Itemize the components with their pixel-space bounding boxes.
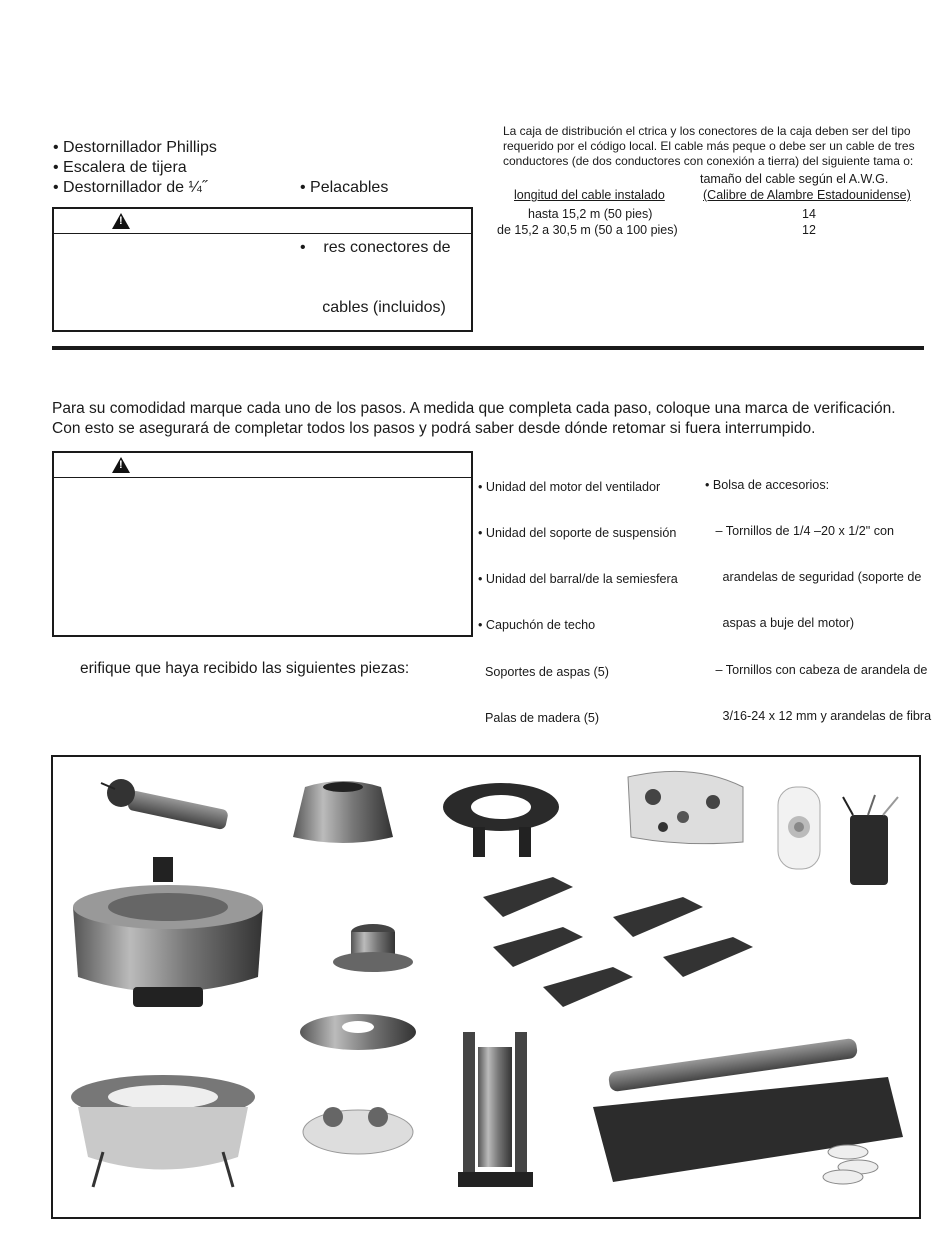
list-item: – Tornillos de 1/4 –20 x 1/2" con xyxy=(705,524,895,539)
list-item: – Tornillos con cabeza de arandela de xyxy=(705,662,928,677)
warning-triangle-icon xyxy=(112,457,130,473)
length-header: longitud del cable instalado xyxy=(514,188,665,202)
list-item: • Capuchón de techo xyxy=(478,618,596,633)
list-item: aspas a buje del motor) xyxy=(705,616,855,631)
tool-item: cables (incluidos) xyxy=(300,299,446,316)
intro-line: Con esto se asegurará de completar todos los pasos y podrá saber desde dónde retomar si fuera interrumpido. xyxy=(52,420,816,437)
list-item: • Unidad del barral/de la semiesfera xyxy=(478,572,678,587)
intro-paragraph xyxy=(52,399,896,439)
wiring-intro-line: La caja de distribución el ctrica y los conectores de la caja deben ser del tipo xyxy=(503,124,911,138)
wiring-intro xyxy=(503,124,915,169)
canopy-image xyxy=(293,781,393,843)
table-row-gauge: 12 xyxy=(802,223,816,237)
light-kit-image xyxy=(71,1075,255,1187)
receiver-image xyxy=(843,795,898,885)
warning-box-parts xyxy=(52,451,473,637)
gauge-header-line1: tamaño del cable según el A.W.G. xyxy=(700,172,889,186)
warning-header xyxy=(54,453,471,478)
blade-arms-image xyxy=(483,877,753,1007)
parts-photo xyxy=(51,755,921,1219)
intro-line: Para su comodidad marque cada uno de los pasos. A medida que completa cada paso, coloque una marca de verificación. xyxy=(52,400,896,417)
gauge-header-line2: (Calibre de Alambre Estadounidense) xyxy=(703,188,911,202)
list-item: Soportes de aspas (5) xyxy=(478,664,609,679)
tool-item: • Destornillador Phillips xyxy=(53,139,217,156)
light-switch-plate-image xyxy=(303,1107,413,1154)
table-row-length: de 15,2 a 30,5 m (50 a 100 pies) xyxy=(497,223,678,237)
section-divider xyxy=(52,346,924,350)
warning-triangle-icon xyxy=(112,213,130,229)
list-item: • Unidad del motor del ventilador xyxy=(478,479,661,494)
downrod-ball-image xyxy=(101,779,229,830)
table-row-gauge: 14 xyxy=(802,207,816,221)
tool-item: • Destornillador de ¼˝ xyxy=(53,179,208,196)
hanger-bracket-image xyxy=(443,783,559,857)
remote-control-image xyxy=(778,787,820,869)
candelabra-bulbs-image xyxy=(823,1145,878,1184)
list-item: • Unidad del soporte de suspensión xyxy=(478,526,677,541)
table-row-length: hasta 15,2 m (50 pies) xyxy=(528,207,653,221)
adapter-plate-image xyxy=(300,1014,416,1050)
tool-item: • res conectores de xyxy=(300,239,451,256)
wiring-intro-line: requerido por el código local. El cable más peque o debe ser un cable de tres xyxy=(503,139,915,153)
fan-motor-image xyxy=(73,857,263,1007)
list-item: arandelas de seguridad (soporte de xyxy=(705,570,922,585)
wiring-intro-line: conductores (de dos conductores con conexión a tierra) del siguiente tama o: xyxy=(503,154,914,168)
ball-mount-image xyxy=(458,1032,533,1187)
verify-parts-text: erifique que haya recibido las siguientes piezas: xyxy=(80,660,410,677)
list-item: 3/16-24 x 12 mm y arandelas de fibra xyxy=(705,708,932,723)
tool-item: • Pelacables xyxy=(300,179,389,196)
hardware-bag-image xyxy=(628,771,743,843)
warning-header xyxy=(54,209,471,234)
list-item: • Bolsa de accesorios: xyxy=(705,477,830,492)
warning-box-top xyxy=(52,207,473,332)
tool-item: • Escalera de tijera xyxy=(53,159,187,176)
coupler-image xyxy=(333,924,413,972)
tools-list-left xyxy=(53,138,217,198)
list-item: Palas de madera (5) xyxy=(478,710,600,725)
parts-illustration xyxy=(53,757,919,1217)
